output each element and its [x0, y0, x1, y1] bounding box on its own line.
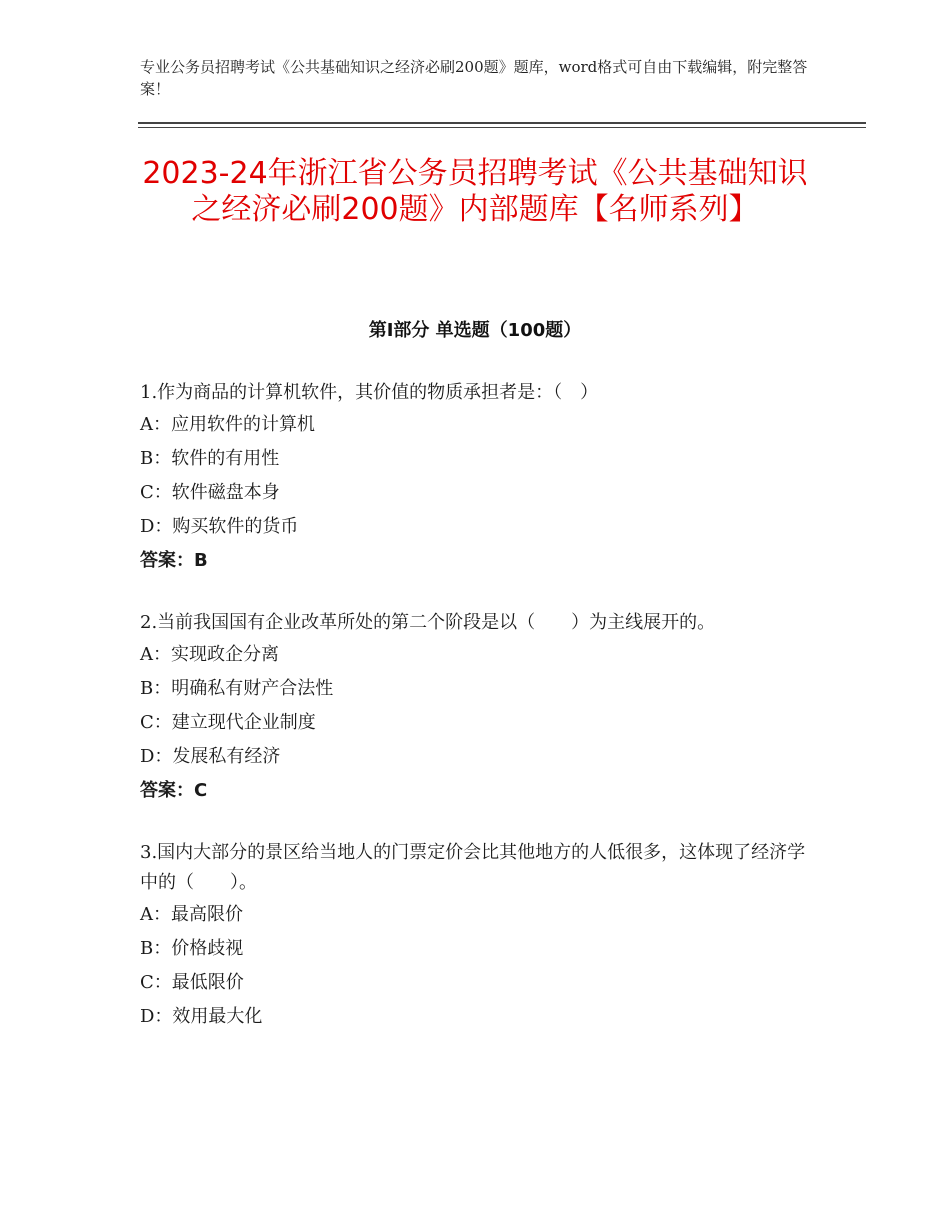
question-option-a: A：应用软件的计算机	[140, 414, 315, 435]
header-rule-thick	[138, 122, 866, 124]
question-option-b: B：明确私有财产合法性	[140, 678, 334, 699]
question-answer: 答案：C	[140, 780, 208, 801]
question-option-d: D：效用最大化	[140, 1006, 263, 1027]
header-note: 专业公务员招聘考试《公共基础知识之经济必刷200题》题库，word格式可自由下载编辑，附完整答案！	[140, 58, 808, 98]
question-option-a: A：实现政企分离	[140, 644, 279, 665]
question-option-a: A：最高限价	[140, 904, 243, 925]
question-option-c: C：最低限价	[140, 972, 244, 993]
question-stem: 3.国内大部分的景区给当地人的门票定价会比其他地方的人低很多，这体现了经济学中的（ ）。	[140, 842, 806, 893]
question-option-b: B：软件的有用性	[140, 448, 280, 469]
question-option-c: C：软件磁盘本身	[140, 482, 280, 503]
section-heading: 第Ⅰ部分 单选题（100题）	[368, 320, 582, 341]
question-item	[140, 608, 820, 808]
question-stem: 1.作为商品的计算机软件，其价值的物质承担者是：（ ）	[140, 382, 599, 403]
question-option-b: B：价格歧视	[140, 938, 244, 959]
question-item	[140, 378, 820, 578]
header-rule-thin	[138, 127, 866, 128]
question-option-d: D：发展私有经济	[140, 746, 281, 767]
document-title: 2023-24年浙江省公务员招聘考试《公共基础知识之经济必刷200题》内部题库【名师系列】	[142, 156, 808, 227]
question-item	[140, 838, 820, 1034]
question-list	[140, 378, 820, 1064]
question-option-d: D：购买软件的货币	[140, 516, 299, 537]
question-option-c: C：建立现代企业制度	[140, 712, 316, 733]
question-answer: 答案：B	[140, 550, 208, 571]
question-stem: 2.当前我国国有企业改革所处的第二个阶段是以（ ）为主线展开的。	[140, 612, 716, 633]
